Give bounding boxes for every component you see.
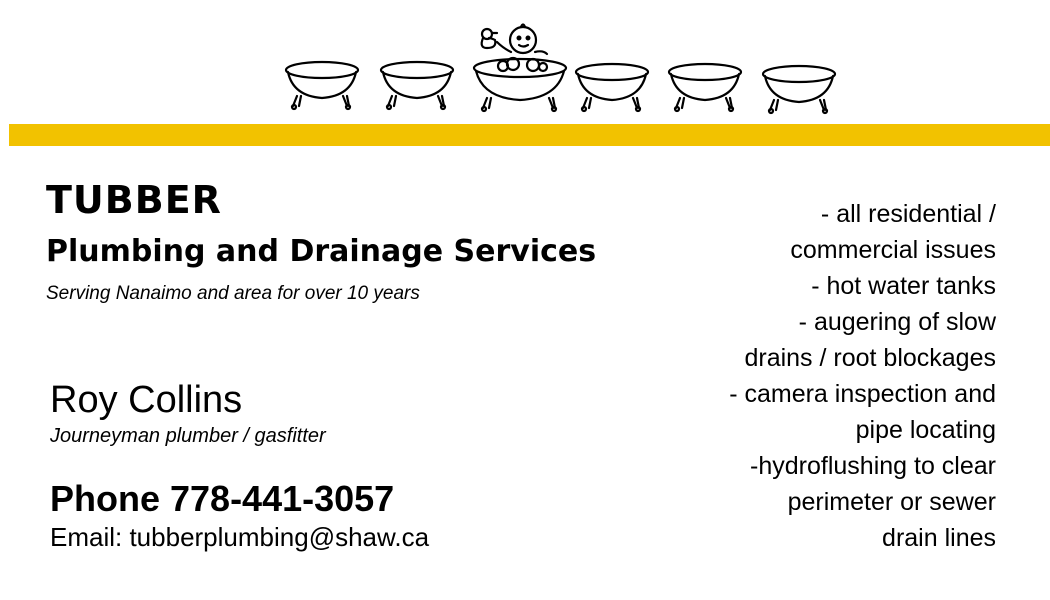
services-line: - camera inspection and <box>729 380 996 408</box>
contact-name: Roy Collins <box>50 379 243 421</box>
services-list <box>656 196 996 556</box>
services-line: -hydroflushing to clear <box>750 452 996 480</box>
services-line: drains / root blockages <box>744 344 996 372</box>
company-tagline: Serving Nanaimo and area for over 10 years <box>46 283 420 304</box>
services-line: - augering of slow <box>798 308 996 336</box>
bathtubs-with-baby-icon <box>270 20 870 125</box>
services-line: commercial issues <box>790 236 996 264</box>
bathtubs-illustration <box>270 20 870 125</box>
services-line: perimeter or sewer <box>787 488 996 516</box>
services-line: - all residential / <box>820 200 996 228</box>
accent-bar <box>9 124 1050 146</box>
company-name: TUBBER <box>46 178 222 222</box>
services-line: drain lines <box>882 524 996 552</box>
company-subtitle: Plumbing and Drainage Services <box>46 234 597 269</box>
email-address: Email: tubberplumbing@shaw.ca <box>50 522 430 552</box>
services-line: - hot water tanks <box>811 272 996 300</box>
services-line: pipe locating <box>855 416 996 444</box>
contact-role: Journeyman plumber / gasfitter <box>50 425 326 447</box>
phone-number: Phone 778-441-3057 <box>50 478 395 519</box>
